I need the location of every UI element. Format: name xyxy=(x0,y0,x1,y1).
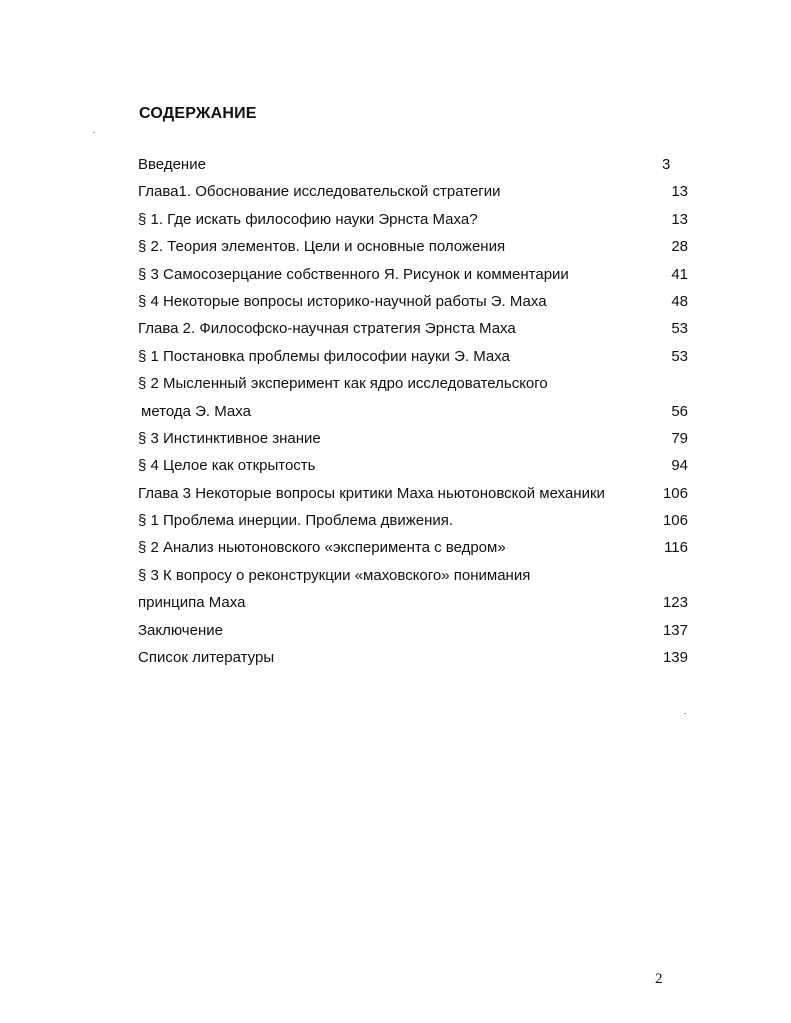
toc-entry-text: Глава 3 Некоторые вопросы критики Маха ньютоновской механики xyxy=(138,484,605,502)
toc-entry-2-1 xyxy=(138,345,698,372)
toc-entry-text: § 4 Некоторые вопросы историко-научной работы Э. Маха xyxy=(138,292,547,310)
toc-entry-text: § 4 Целое как открытость xyxy=(138,457,316,475)
toc-entry-text: § 1. Где искать философию науки Эрнста Маха? xyxy=(138,210,478,228)
toc-entry-text: Глава1. Обоснование исследовательской стратегии xyxy=(138,183,501,201)
toc-entry-1-2 xyxy=(138,235,698,262)
toc-entry-2-4 xyxy=(138,454,698,481)
toc-title: СОДЕРЖАНИЕ xyxy=(139,105,257,122)
toc-entry-page: 13 xyxy=(671,183,688,201)
toc-entry-text: Глава 2. Философско-научная стратегия Эрнста Маха xyxy=(138,320,516,338)
toc-entry-3-3-line-2 xyxy=(138,591,698,618)
toc-entry-page: 106 xyxy=(662,484,688,502)
scan-speck xyxy=(684,713,686,714)
toc-entry-page: 56 xyxy=(671,402,688,420)
toc-entry-text: § 3 Инстинктивное знание xyxy=(138,429,321,447)
toc-entry-text: § 3 К вопросу о реконструкции «маховского» понимания xyxy=(138,566,531,584)
toc-entry-page: 48 xyxy=(671,292,688,310)
toc-entry-2-3 xyxy=(138,427,698,454)
toc-entry-3-3-line-1 xyxy=(138,564,698,591)
toc-entry-2-2-line-2 xyxy=(138,400,698,427)
toc-entry-text: Заключение xyxy=(138,621,223,639)
toc-list xyxy=(138,153,698,673)
toc-entry-introduction xyxy=(138,153,698,180)
toc-entry-1-4 xyxy=(138,290,698,317)
toc-entry-page: 94 xyxy=(671,457,688,475)
toc-entry-page: 41 xyxy=(671,265,688,283)
toc-entry-text: § 1 Постановка проблемы философии науки Э. Маха xyxy=(138,347,510,365)
toc-entry-page: 106 xyxy=(662,512,688,530)
toc-entry-page: 53 xyxy=(671,320,688,338)
toc-entry-text: принципа Маха xyxy=(138,594,246,612)
toc-entry-chapter-3 xyxy=(138,482,698,509)
toc-entry-page: 79 xyxy=(671,429,688,447)
toc-entry-chapter-1 xyxy=(138,180,698,207)
toc-entry-page: 123 xyxy=(662,594,688,612)
toc-entry-1-3 xyxy=(138,263,698,290)
toc-entry-2-2-line-1 xyxy=(138,372,698,399)
toc-entry-page: 116 xyxy=(664,539,688,557)
toc-entry-text: Введение xyxy=(138,156,206,173)
toc-entry-text: § 2 Анализ ньютоновского «эксперимента с ведром» xyxy=(138,539,506,557)
toc-entry-conclusion xyxy=(138,619,698,646)
toc-entry-page: 13 xyxy=(671,210,688,228)
toc-entry-text: § 3 Самосозерцание собственного Я. Рисунок и комментарии xyxy=(138,265,569,283)
toc-entry-bibliography xyxy=(138,646,698,673)
toc-entry-text: § 2 Мысленный эксперимент как ядро исследовательского xyxy=(138,375,548,393)
toc-entry-page: 137 xyxy=(662,621,688,639)
toc-entry-1-1 xyxy=(138,208,698,235)
toc-entry-text: Список литературы xyxy=(138,649,275,667)
toc-entry-text: метода Э. Маха xyxy=(141,402,251,420)
toc-entry-chapter-2 xyxy=(138,317,698,344)
toc-entry-page: 139 xyxy=(662,649,688,667)
scan-speck xyxy=(93,132,95,133)
toc-entry-page: 28 xyxy=(671,238,688,256)
toc-entry-3-1 xyxy=(138,509,698,536)
toc-entry-page: 3 xyxy=(662,156,671,173)
toc-entry-3-2 xyxy=(138,536,698,563)
toc-entry-page: 53 xyxy=(671,347,688,365)
toc-entry-text: § 1 Проблема инерции. Проблема движения. xyxy=(138,512,454,530)
page-number: 2 xyxy=(655,971,663,987)
toc-entry-text: § 2. Теория элементов. Цели и основные положения xyxy=(138,238,506,256)
